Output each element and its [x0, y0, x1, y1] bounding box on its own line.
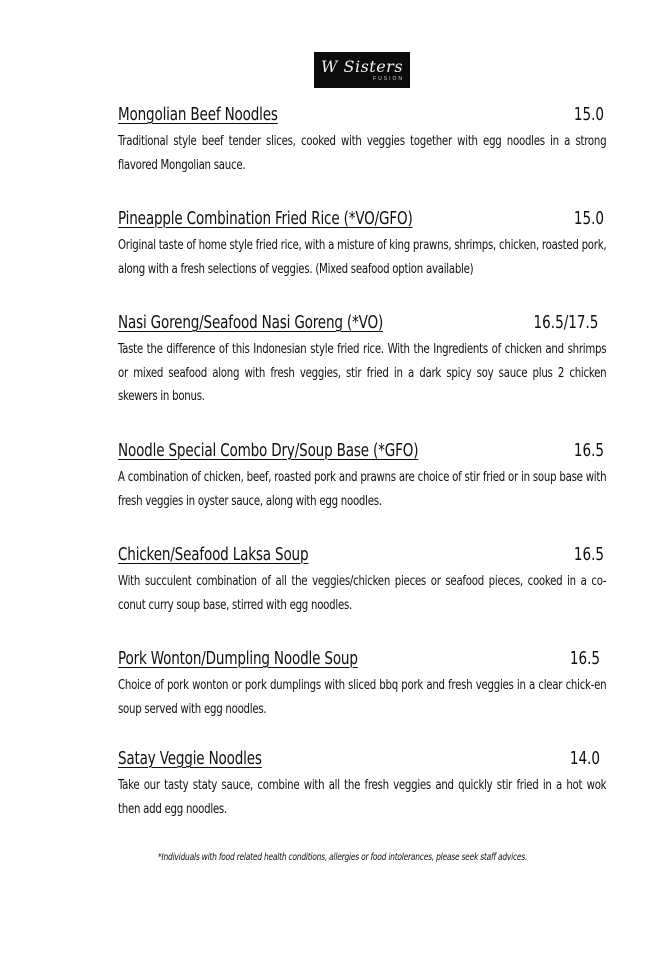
menu-item-header	[118, 206, 606, 232]
menu-item-name: Nasi Goreng/Seafood Nasi Goreng (*VO)	[118, 313, 384, 333]
menu-item-header	[118, 542, 606, 568]
menu-item-price: 15.0	[573, 209, 604, 229]
menu-item-description: Traditional style beef tender slices, cooked with veggies together with egg noodles in a strong flavored Mongolian sauce.	[118, 134, 607, 173]
menu-item-price: 16.5/17.5	[533, 313, 598, 333]
menu-item-description: Take our tasty staty sauce, combine with all the fresh veggies and quickly stir fried in a hot wok then add egg noodles.	[118, 778, 607, 817]
menu-item-description: A combination of chicken, beef, roasted pork and prawns are choice of stir fried or in soup base with fresh veggies in oyster sauce, along with egg noodles.	[118, 470, 607, 509]
menu-item-description: Original taste of home style fried rice, with a misture of king prawns, shrimps, chicken, roasted pork, along with a fresh selections of veggies. (Mixed seafood option available)	[118, 238, 607, 277]
menu-item	[118, 746, 606, 822]
menu-item-price: 16.5	[569, 649, 600, 669]
menu-item-price: 16.5	[573, 441, 604, 461]
menu-item	[118, 206, 606, 310]
menu-item	[118, 646, 606, 746]
allergy-footnote: *Individuals with food related health conditions, allergies or food intolerances, please seek staff advices.	[158, 852, 528, 863]
menu-item-description: With succulent combination of all the veggies/chicken pieces or seafood pieces, cooked in a co-conut curry soup base, stirred with egg noodles.	[118, 574, 607, 613]
menu-item-price: 14.0	[569, 749, 600, 769]
menu-item-description: Taste the difference of this Indonesian style fried rice. With the Ingredients of chicken and shrimps or mixed seafood along with fresh veggies, stir fried in a dark spicy soy sauce plus 2 chicken skewers in bonus.	[118, 342, 607, 404]
menu-item-name: Satay Veggie Noodles	[118, 749, 262, 769]
logo-subtitle: FUSION	[373, 75, 404, 82]
menu-item-header	[118, 438, 606, 464]
menu-item-name: Pork Wonton/Dumpling Noodle Soup	[118, 649, 358, 669]
menu-item-name: Noodle Special Combo Dry/Soup Base (*GFO)	[118, 441, 419, 461]
menu-item-header	[118, 310, 606, 336]
menu-item	[118, 102, 606, 206]
menu-item-name: Mongolian Beef Noodles	[118, 105, 278, 125]
menu-list	[118, 102, 606, 822]
menu-item-price: 16.5	[573, 545, 604, 565]
menu-item-name: Pineapple Combination Fried Rice (*VO/GFO)	[118, 209, 413, 229]
menu-item-header	[118, 746, 606, 772]
menu-item	[118, 542, 606, 646]
menu-item-description: Choice of pork wonton or pork dumplings with sliced bbq pork and fresh veggies in a clear chick-en soup served with egg noodles.	[118, 678, 607, 717]
menu-item-price: 15.0	[573, 105, 604, 125]
menu-item-name: Chicken/Seafood Laksa Soup	[118, 545, 309, 565]
brand-logo	[314, 52, 410, 88]
menu-item-header	[118, 646, 606, 672]
menu-item	[118, 310, 606, 438]
menu-item	[118, 438, 606, 542]
menu-item-header	[118, 102, 606, 128]
logo-script-text: W Sisters	[320, 56, 404, 76]
